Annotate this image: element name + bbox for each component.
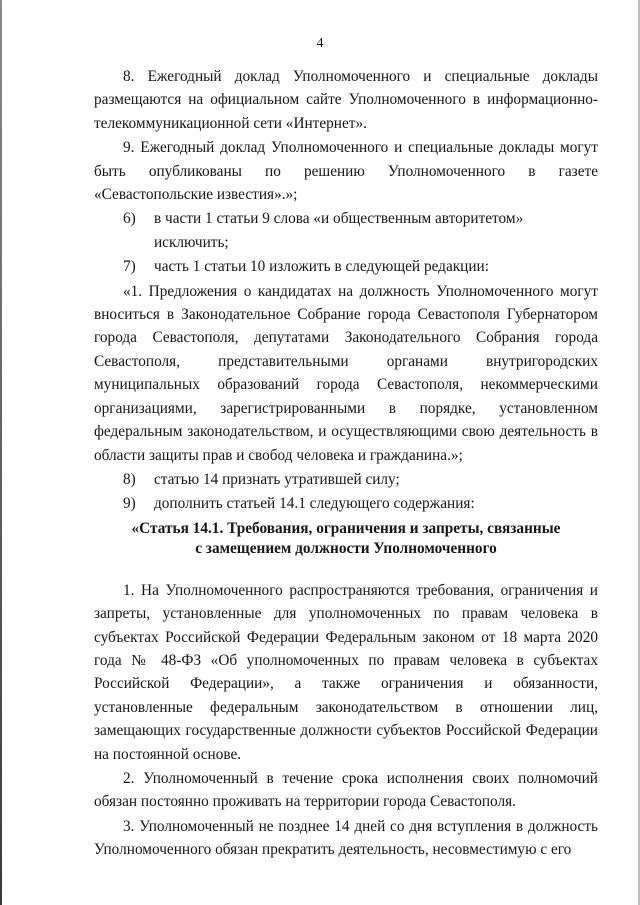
list-text: дополнить статьей 14.1 следующего содержания: [154, 495, 475, 513]
article-clause-3: 3. Уполномоченный не позднее 14 дней со дня вступления в должность Уполномоченного обязан прекратить деятельность, несовместимую с его [94, 817, 598, 859]
article-heading [94, 519, 598, 559]
list-number: 6) [123, 210, 136, 228]
article-clause-1: 1. На Уполномоченного распространяются требования, ограничения и запреты, установленные для уполномоченных по правам человека в субъектах Российской Федерации Федеральным законом от 18 марта 2020 года № 48-ФЗ «Об уполномоченных по правам человека в субъектах Российской Федерации», а также ограничения и обязанности, установленные федеральным законодательством в отношении лиц, замещающих государственные должности субъектов Российской Федерации на постоянной основе. [94, 581, 598, 763]
list-text: часть 1 статьи 10 изложить в следующей редакции: [154, 258, 489, 276]
paragraph-9: 9. Ежегодный доклад Уполномоченного и специальные доклады могут быть опубликованы по решению Уполномоченного в газете «Севастопольские известия».»; [94, 139, 598, 204]
list-text: статью 14 признать утратившей силу; [154, 470, 400, 488]
page-number: 4 [316, 36, 324, 51]
article-heading-line-2: с замещением должности Уполномоченного [195, 539, 497, 557]
paragraph-8: 8. Ежегодный доклад Уполномоченного и специальные доклады размещаются на официальном сайте Уполномоченного в информационно-телекоммуникационной сети «Интернет». [94, 68, 598, 132]
article-clause-2: 2. Уполномоченный в течение срока исполнения своих полномочий обязан постоянно проживать на территории города Севастополя. [94, 769, 598, 811]
list-number: 8) [123, 470, 136, 488]
list-text: в части 1 статьи 9 слова «и общественным авторитетом» исключить; [154, 210, 524, 251]
quoted-paragraph: «1. Предложения о кандидатах на должность Уполномоченного могут вноситься в Законодательное Собрание города Севастополя Губернатором города Севастополя, депутатами Законодательного Собрания города Севастополя, представительными органами внутригородских муниципальных образований города Севастополя, некоммерческими организациями, зарегистрированными в порядке, установленном федеральным законодательством, и осуществляющими свою деятельность в области защиты прав и свобод человека и гражданина.»; [94, 282, 598, 464]
list-item-7 [94, 255, 598, 278]
scan-edge-left [0, 0, 2, 905]
list-item-6 [94, 207, 598, 254]
list-item-9 [94, 492, 598, 515]
list-item-8 [94, 468, 598, 491]
article-heading-line-1: «Статья 14.1. Требования, ограничения и запреты, связанные [131, 519, 561, 537]
list-number: 7) [123, 258, 136, 276]
document-body [94, 65, 598, 862]
list-number: 9) [123, 495, 136, 513]
